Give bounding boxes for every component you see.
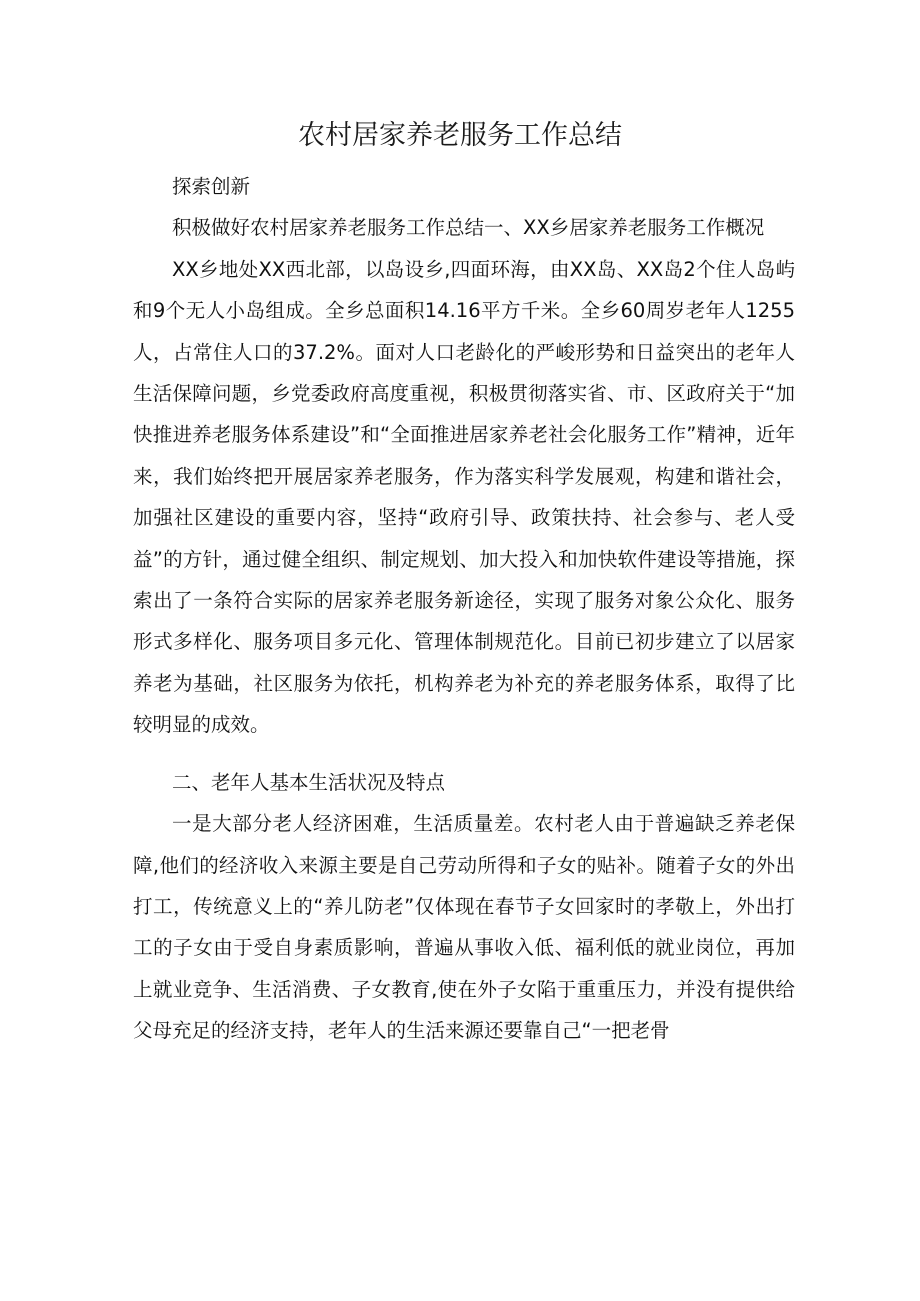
section-heading: 二、老年人基本生活状况及特点 xyxy=(172,770,446,794)
paragraph-economic-difficulty: 一是大部分老人经济困难，生活质量差。农村老人由于普遍缺乏养老保障,他们的经济收入来源主要是自己劳动所得和子女的贴补。随着子女的外出打工，传统意义上的“养儿防老”仅体现在春节子女回家时的孝敬上，外出打工的子女由于受自身素质影响，普遍从事收入低、福利低的就业岗位，再加上就业竞争、生活消费、子女教育,使在外子女陷于重重压力，并没有提供给父母充足的经济支持，老年人的生活来源还要靠自己“一把老骨 xyxy=(133,812,795,1043)
document-body xyxy=(133,166,795,1052)
paragraph-overview: XX乡地处XX西北部，以岛设乡,四面环海，由XX岛、XX岛2个住人岛屿和9个无人小岛组成。全乡总面积14.16平方千米。全乡60周岁老年人1255人，占常住人口的37.2%。面对人口老龄化的严峻形势和日益突出的老年人生活保障问题，乡党委政府高度重视，积极贯彻落实省、市、区政府关于“加快推进养老服务体系建设”和“全面推进居家养老社会化服务工作”精神，近年来，我们始终把开展居家养老服务，作为落实科学发展观，构建和谐社会，加强社区建设的重要内容，坚持“政府引导、政策扶持、社会参与、老人受益”的方针，通过健全组织、制定规划、加大投入和加快软件建设等措施，探索出了一条符合实际的居家养老服务新途径，实现了服务对象公众化、服务形式多样化、服务项目多元化、管理体制规范化。目前已初步建立了以居家养老为基础，社区服务为依托，机构养老为补充的养老服务体系，取得了比较明显的成效。 xyxy=(133,257,795,737)
document-title: 农村居家养老服务工作总结 xyxy=(298,120,622,151)
paragraph-intro: 积极做好农村居家养老服务工作总结一、XX乡居家养老服务工作概况 xyxy=(172,216,765,240)
paragraph-subtitle: 探索创新 xyxy=(172,175,251,198)
